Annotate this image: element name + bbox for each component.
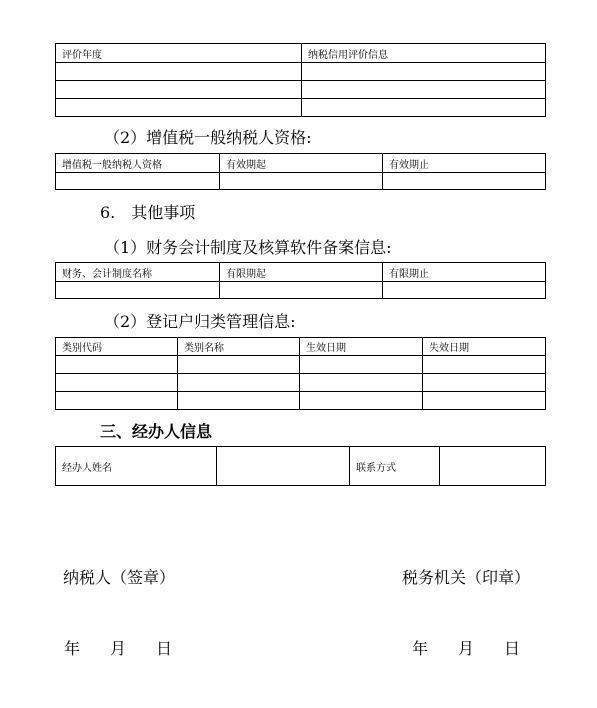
agent-name-field[interactable] bbox=[217, 447, 350, 486]
table-header-row bbox=[56, 263, 546, 282]
other-items-title: 6. 其他事项 bbox=[100, 203, 196, 222]
classification-table bbox=[55, 337, 546, 410]
contact-field[interactable] bbox=[440, 447, 546, 486]
table-cell[interactable] bbox=[302, 99, 546, 117]
table-cell[interactable] bbox=[220, 282, 383, 299]
table-cell[interactable] bbox=[56, 173, 220, 190]
table-cell[interactable] bbox=[302, 63, 546, 81]
header-expiry-date: 失效日期 bbox=[423, 338, 546, 356]
table-header-row bbox=[56, 154, 546, 173]
credit-evaluation-table bbox=[55, 43, 546, 117]
vat-section-title: （2）增值税一般纳税人资格: bbox=[104, 128, 312, 147]
contact-label: 联系方式 bbox=[350, 447, 440, 486]
header-effective-date: 生效日期 bbox=[300, 338, 423, 356]
accounting-filing-table bbox=[55, 262, 546, 299]
table-cell[interactable] bbox=[56, 392, 178, 410]
tax-office-seal-label: 税务机关（印章） bbox=[402, 568, 531, 587]
table-cell[interactable] bbox=[302, 81, 546, 99]
table-cell[interactable] bbox=[300, 356, 423, 374]
accounting-section-title: （1）财务会计制度及核算软件备案信息: bbox=[104, 238, 392, 257]
table-cell[interactable] bbox=[178, 356, 300, 374]
date-right-year: 年 bbox=[412, 639, 429, 658]
header-category-name: 类别名称 bbox=[178, 338, 300, 356]
date-left-day: 日 bbox=[156, 639, 173, 658]
table-row bbox=[56, 282, 546, 299]
table-cell[interactable] bbox=[423, 392, 546, 410]
header-vat-qualification: 增值税一般纳税人资格 bbox=[56, 154, 220, 173]
date-left-year: 年 bbox=[64, 639, 81, 658]
date-left-month: 月 bbox=[110, 639, 127, 658]
table-row bbox=[56, 173, 546, 190]
table-cell[interactable] bbox=[423, 356, 546, 374]
table-row bbox=[56, 99, 546, 117]
date-right-day: 日 bbox=[504, 639, 521, 658]
header-period-to: 有限期止 bbox=[383, 263, 546, 282]
table-cell[interactable] bbox=[220, 173, 383, 190]
table-header-row bbox=[56, 44, 546, 63]
table-cell[interactable] bbox=[178, 374, 300, 392]
vat-qualification-table bbox=[55, 153, 546, 190]
header-valid-from: 有效期起 bbox=[220, 154, 383, 173]
header-valid-to: 有效期止 bbox=[383, 154, 546, 173]
header-category-code: 类别代码 bbox=[56, 338, 178, 356]
table-cell[interactable] bbox=[56, 282, 220, 299]
header-period-from: 有限期起 bbox=[220, 263, 383, 282]
table-row bbox=[56, 392, 546, 410]
agent-name-label: 经办人姓名 bbox=[56, 447, 217, 486]
table-row bbox=[56, 374, 546, 392]
date-right-month: 月 bbox=[458, 639, 475, 658]
taxpayer-signature-label: 纳税人（签章） bbox=[63, 568, 176, 587]
table-cell[interactable] bbox=[383, 282, 546, 299]
table-cell[interactable] bbox=[178, 392, 300, 410]
table-header-row bbox=[56, 338, 546, 356]
table-cell[interactable] bbox=[383, 173, 546, 190]
classification-section-title: （2）登记户归类管理信息: bbox=[104, 312, 296, 331]
table-cell[interactable] bbox=[56, 63, 302, 81]
header-accounting-system-name: 财务、会计制度名称 bbox=[56, 263, 220, 282]
table-cell[interactable] bbox=[56, 374, 178, 392]
table-cell[interactable] bbox=[56, 356, 178, 374]
table-row bbox=[56, 356, 546, 374]
agent-section-title: 三、经办人信息 bbox=[100, 422, 213, 441]
table-cell[interactable] bbox=[423, 374, 546, 392]
table-cell[interactable] bbox=[56, 99, 302, 117]
table-row bbox=[56, 63, 546, 81]
table-cell[interactable] bbox=[300, 392, 423, 410]
table-row bbox=[56, 81, 546, 99]
table-cell[interactable] bbox=[300, 374, 423, 392]
header-credit-info: 纳税信用评价信息 bbox=[302, 44, 546, 63]
agent-info-table bbox=[55, 446, 546, 486]
header-evaluation-year: 评价年度 bbox=[56, 44, 302, 63]
table-row bbox=[56, 447, 546, 486]
table-cell[interactable] bbox=[56, 81, 302, 99]
